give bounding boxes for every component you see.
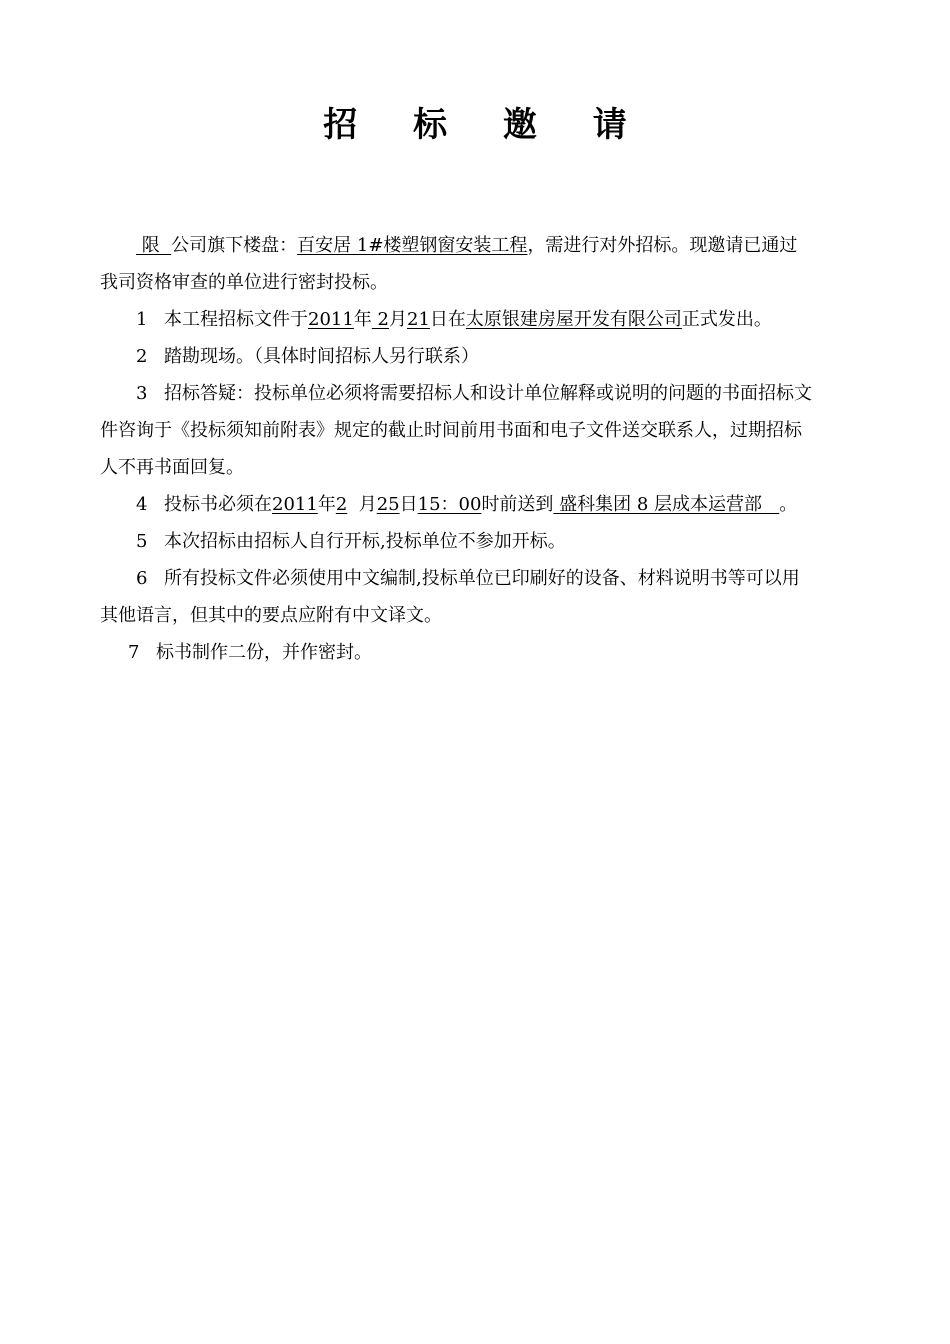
item-number: 1 [136, 309, 148, 330]
item-number: 6 [136, 568, 148, 589]
issue-day: 21 [407, 309, 430, 330]
item-1-text-2: 年 [353, 309, 372, 330]
issue-year: 2011 [308, 309, 354, 330]
delivery-place: 盛科集团 8 层成本运营部 [553, 494, 780, 515]
issue-month: 2 [371, 309, 389, 330]
intro-text-2: ，需进行对外招标。现邀请已通过 [527, 235, 798, 256]
item-5 [100, 523, 860, 560]
item-number: 3 [136, 383, 148, 404]
item-6-line-1: 所有投标文件必须使用中文编制,投标单位已印刷好的设备、材料说明书等可以用 [164, 568, 800, 589]
intro-paragraph-line-2: 我司资格审查的单位进行密封投标。 [100, 272, 388, 293]
item-5-text: 本次招标由招标人自行开标,投标单位不参加开标。 [164, 531, 566, 552]
deadline-time: 15：00 [417, 494, 482, 515]
item-1-text-1: 本工程招标文件于 [164, 309, 308, 330]
item-4-text-6: 。 [779, 494, 798, 515]
project-name: 百安居 1#楼塑钢窗安装工程 [297, 235, 528, 256]
item-3-line-3: 人不再书面回复。 [100, 457, 244, 478]
intro-paragraph [100, 227, 860, 264]
item-6 [100, 560, 860, 597]
item-3 [100, 375, 860, 412]
item-4-text-1: 投标书必须在 [164, 494, 272, 515]
item-4-text-2: 年 [317, 494, 336, 515]
item-2 [100, 338, 860, 375]
item-6-line-2: 其他语言，但其中的要点应附有中文译文。 [100, 605, 442, 626]
item-3-line-2: 件咨询于《投标须知前附表》规定的截止时间前用书面和电子文件送交联系人，过期招标 [100, 420, 802, 441]
item-number: 7 [128, 642, 140, 663]
item-number: 2 [136, 346, 148, 367]
item-7 [100, 634, 860, 671]
item-4 [100, 486, 860, 523]
deadline-day: 25 [376, 494, 400, 515]
item-1-text-4: 日在 [429, 309, 466, 330]
item-7-text: 标书制作二份，并作密封。 [156, 642, 372, 663]
page-title: 招 标 邀 请 [323, 105, 649, 145]
intro-text-1: 公司旗下楼盘： [171, 235, 298, 256]
item-3-line-1: 招标答疑：投标单位必须将需要招标人和设计单位解释或说明的问题的书面招标文 [164, 383, 812, 404]
item-4-text-4: 日 [399, 494, 418, 515]
item-4-text-5: 时前送到 [481, 494, 554, 515]
item-1-text-3: 月 [389, 309, 407, 330]
item-number: 5 [136, 531, 148, 552]
item-1 [100, 301, 860, 338]
deadline-month: 2 [335, 494, 348, 515]
item-4-text-3: 月 [347, 494, 377, 515]
deadline-year: 2011 [272, 494, 318, 515]
item-number: 4 [136, 494, 148, 515]
item-1-text-5: 正式发出。 [681, 309, 772, 330]
issuer-name: 太原银建房屋开发有限公司 [465, 309, 682, 330]
item-2-text: 踏勘现场。（具体时间招标人另行联系） [164, 346, 479, 367]
company-name-blank: 限 [136, 235, 172, 256]
document-body [100, 227, 860, 671]
